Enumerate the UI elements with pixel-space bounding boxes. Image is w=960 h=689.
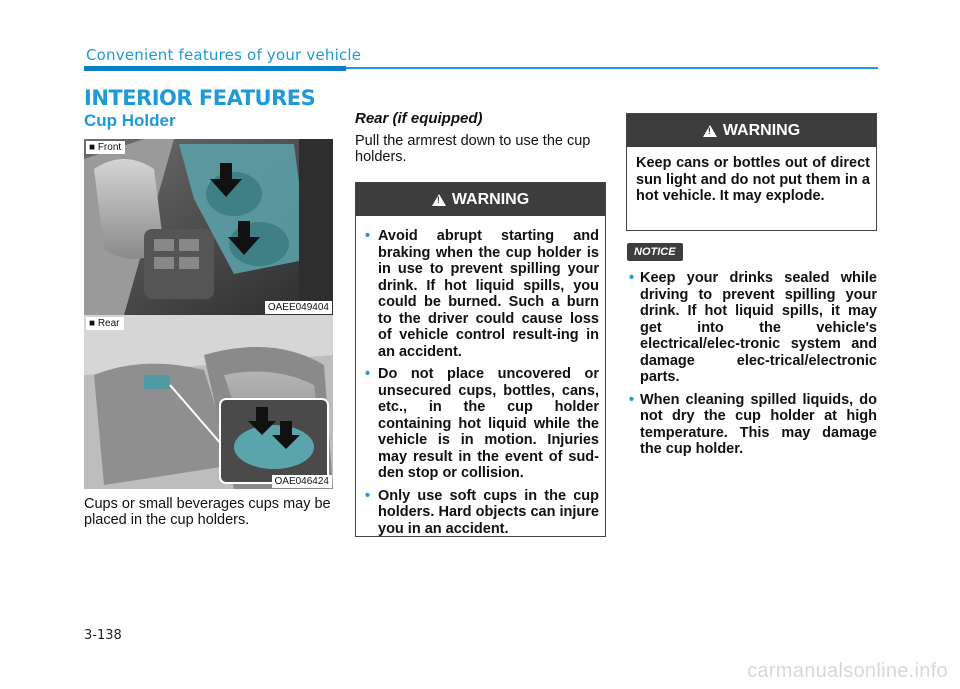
cup-holder-description: Cups or small beverages cups may be placed in the cup holders. — [84, 496, 331, 528]
rear-title: Rear (if equipped) — [355, 110, 483, 127]
rear-photo-code: OAE046424 — [272, 475, 333, 488]
bullet-icon: • — [365, 366, 371, 382]
warning-item: • Do not place uncovered or unsecured cups, bottles, cans, etc., in the cup holder containing hot liquid while the vehicle is in motion. Injuries may result in the event of sud-den stop or collision. — [365, 366, 599, 481]
warning-box-2 — [626, 113, 877, 231]
page-number: 3-138 — [84, 628, 122, 643]
warning-triangle-icon — [703, 125, 717, 137]
warning-header — [627, 114, 876, 147]
header-bar — [84, 66, 346, 71]
watermark: carmanualsonline.info — [747, 660, 948, 682]
notice-badge: NOTICE — [627, 243, 683, 261]
page-title: INTERIOR FEATURES — [84, 86, 316, 110]
warning-heading: WARNING — [722, 121, 801, 139]
cup-holder-title: Cup Holder — [84, 111, 176, 130]
bullet-icon: • — [629, 391, 635, 408]
rear-cup-holder-photo — [84, 315, 333, 489]
front-photo-code: OAEE049404 — [265, 301, 332, 314]
warning-item: • Avoid abrupt starting and braking when the cup holder is in use to prevent spilling your drink. If hot liquid spills, you could be burned. Such a burn to the driver could cause loss of vehicle control result-ing in an accident. — [365, 228, 599, 360]
front-photo-label: ■ Front — [86, 141, 125, 154]
bullet-icon: • — [365, 228, 371, 244]
section-header: Convenient features of your vehicle — [86, 46, 362, 64]
rear-description: Pull the armrest down to use the cup holders. — [355, 133, 591, 165]
warning-box-1 — [355, 182, 606, 537]
bullet-icon: • — [629, 270, 635, 286]
bullet-icon: • — [365, 487, 371, 504]
warning-header — [356, 183, 605, 216]
notice-item: • When cleaning spilled liquids, do not dry the cup holder at high temperature. This may damage the cup holder. — [629, 391, 877, 457]
front-cup-holder-photo — [84, 139, 333, 315]
warning-heading: WARNING — [451, 190, 530, 208]
header-rule — [346, 67, 878, 69]
rear-photo-label: ■ Rear — [86, 317, 124, 330]
warning-body: Keep cans or bottles out of direct sun light and do not put them in a hot vehicle. It may explode. — [636, 155, 870, 204]
warning-triangle-icon — [432, 194, 446, 206]
notice-body — [627, 270, 877, 464]
warning-body — [356, 216, 605, 537]
warning-item: • Only use soft cups in the cup holders. Hard objects can injure you in an accident. — [365, 487, 599, 537]
notice-item: • Keep your drinks sealed while driving to prevent spilling your drink. If hot liquid spills, it may get into the vehicle's electrical/elec-tronic system and damage elec-trical/electronic parts. — [629, 270, 877, 385]
